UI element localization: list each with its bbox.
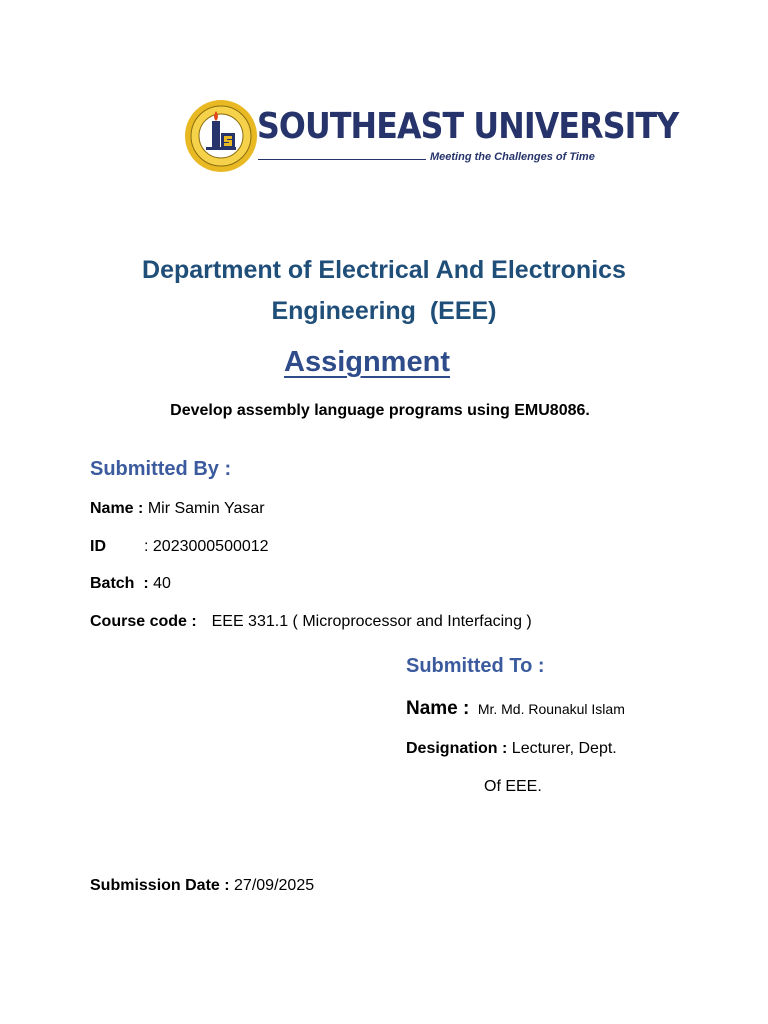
department-line-1: Department of Electrical And Electronics [142,256,626,284]
batch-row [90,573,171,595]
student-id-value: : 2023000500012 [144,538,269,555]
logo-divider [258,159,426,160]
student-name-label: Name : [90,500,144,517]
teacher-name-value: Mr. Md. Rounakul Islam [477,701,625,717]
department-heading [100,250,668,332]
student-name-row [90,498,265,520]
designation-value-line-2: Of EEE. [484,778,542,795]
course-code-row [90,611,532,633]
student-id-row [90,536,106,558]
batch-value: 40 [153,575,171,592]
submitted-by-heading: Submitted By : [90,458,232,480]
student-id-label: ID [90,538,106,555]
university-tagline: Meeting the Challenges of Time [430,151,595,163]
submission-date-value: 27/09/2025 [234,877,315,894]
assignment-title: Assignment [284,346,450,378]
batch-label: Batch : [90,575,149,592]
designation-row [406,738,617,760]
submitted-to-heading: Submitted To : [406,655,545,677]
submission-date-label: Submission Date : [90,877,230,894]
document-title [0,342,734,382]
student-name-value: Mir Samin Yasar [147,500,265,517]
assignment-subtitle: Develop assembly language programs using EMU8086. [170,402,590,419]
course-code-value: EEE 331.1 ( Microprocessor and Interfacing ) [211,613,532,630]
submission-date-row [90,875,314,897]
designation-value: Lecturer, Dept. [511,740,617,757]
university-seal-icon [184,99,258,173]
teacher-name-label: Name : [406,698,470,719]
teacher-name-row [406,698,625,721]
designation-label: Designation : [406,740,508,757]
department-line-2: Engineering (EEE) [271,297,497,325]
course-code-label: Course code : [90,613,197,630]
university-name: SOUTHEAST UNIVERSITY [257,106,679,147]
